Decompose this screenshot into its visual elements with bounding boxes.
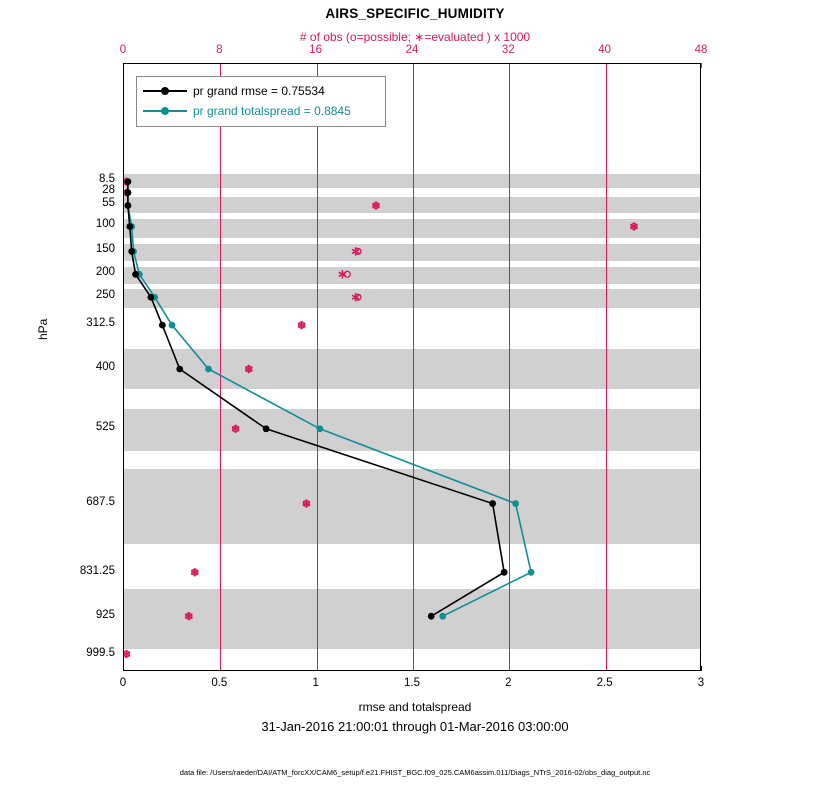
top-tick-label: 40 xyxy=(598,44,612,56)
series-point xyxy=(169,322,176,329)
page-title: AIRS_SPECIFIC_HUMIDITY xyxy=(325,6,505,21)
series-line xyxy=(128,182,504,617)
data-file-note: data file: /Users/raeder/DAI/ATM_forcXX/CAM6_setup/f.e21.FHIST_BGC.f09_025.CAM6assim.011/Diags_NTrS_2016-02/obs_diag_output.nc xyxy=(179,768,651,777)
y-axis-label: hPa xyxy=(36,318,50,340)
y-tick-label: 100 xyxy=(95,218,115,230)
bottom-tick-label: 2.5 xyxy=(596,677,613,689)
series-point xyxy=(428,613,435,620)
y-tick-label: 400 xyxy=(95,361,115,373)
series-point xyxy=(124,189,131,196)
x-axis-label: rmse and totalspread xyxy=(358,700,472,714)
bottom-tick-label: 1 xyxy=(312,677,319,689)
series-line xyxy=(128,182,531,617)
series-point xyxy=(316,425,323,432)
top-tick-label: 16 xyxy=(309,44,323,56)
y-tick-label: 831.25 xyxy=(79,565,115,577)
bottom-tick-label: 3 xyxy=(697,677,705,689)
y-tick-label: 925 xyxy=(95,609,115,621)
obs-evaluated-marker xyxy=(339,270,346,278)
y-tick-label: 999.5 xyxy=(86,647,115,659)
y-tick-label: 312.5 xyxy=(86,317,115,329)
plot-area xyxy=(123,63,701,671)
series-point xyxy=(124,202,131,209)
y-tick-label: 525 xyxy=(95,421,115,433)
series-point xyxy=(126,223,133,230)
legend-marker xyxy=(161,87,169,95)
legend-label: pr grand totalspread = 0.8845 xyxy=(193,104,351,118)
y-tick-label: 200 xyxy=(95,266,115,278)
data-series xyxy=(124,64,700,670)
y-tick-label: 8.5 xyxy=(99,173,115,185)
top-axis-label: # of obs (o=possible; ∗=evaluated ) x 1000 xyxy=(299,30,531,44)
legend-item xyxy=(143,101,379,121)
series-point xyxy=(263,425,270,432)
y-tick-label: 150 xyxy=(95,243,115,255)
y-tick-label: 55 xyxy=(102,197,115,209)
legend-swatch xyxy=(143,105,187,117)
top-tick-label: 32 xyxy=(501,44,515,56)
series-point xyxy=(176,366,183,373)
bottom-tick-mark xyxy=(701,666,702,671)
legend-item xyxy=(143,81,379,101)
legend-marker xyxy=(161,107,169,115)
series-point xyxy=(205,366,212,373)
top-tick-label: 24 xyxy=(405,44,419,56)
top-tick-label: 0 xyxy=(119,44,127,56)
series-point xyxy=(489,500,496,507)
bottom-tick-label: 0 xyxy=(119,677,127,689)
top-tick-label: 48 xyxy=(694,44,708,56)
legend-swatch xyxy=(143,85,187,97)
series-point xyxy=(124,178,131,185)
series-point xyxy=(132,271,139,278)
series-point xyxy=(528,569,535,576)
y-tick-label: 28 xyxy=(102,184,115,196)
top-tick-label: 8 xyxy=(216,44,223,56)
legend xyxy=(136,76,386,127)
y-tick-label: 687.5 xyxy=(86,496,115,508)
bottom-tick-label: 1.5 xyxy=(404,677,420,689)
series-point xyxy=(512,500,519,507)
series-point xyxy=(148,294,155,301)
y-tick-label: 250 xyxy=(95,289,115,301)
legend-label: pr grand rmse = 0.75534 xyxy=(193,84,325,98)
top-tick-mark xyxy=(701,63,702,68)
date-range-caption: 31-Jan-2016 21:00:01 through 01-Mar-2016 03:00:00 xyxy=(261,719,569,734)
series-point xyxy=(439,613,446,620)
series-point xyxy=(501,569,508,576)
bottom-tick-label: 0.5 xyxy=(211,677,228,689)
series-point xyxy=(128,248,135,255)
series-point xyxy=(159,322,166,329)
bottom-tick-label: 2 xyxy=(505,677,512,689)
